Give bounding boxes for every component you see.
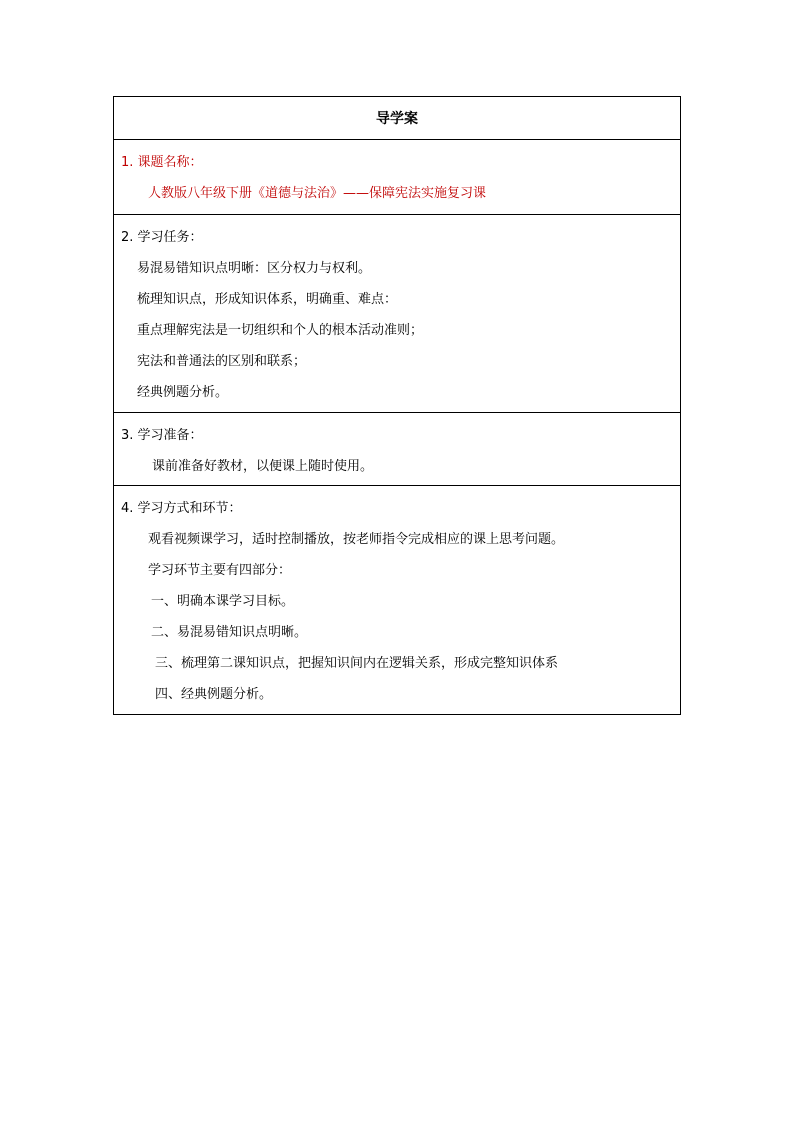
study-guide-table <box>113 96 681 715</box>
section-learning-method <box>114 485 680 714</box>
preparation-line: 课前准备好教材，以便课上随时使用。 <box>152 459 374 474</box>
method-line: 学习环节主要有四部分： <box>148 563 292 578</box>
section-heading: 2. 学习任务： <box>121 230 203 245</box>
section-heading: 1. 课题名称： <box>121 155 203 170</box>
step-item: 三、梳理第二课知识点，把握知识间内在逻辑关系，形成完整知识体系 <box>155 656 559 671</box>
section-heading: 3. 学习准备： <box>121 428 203 443</box>
section-topic-name <box>114 139 680 214</box>
task-line: 重点理解宪法是一切组织和个人的根本活动准则； <box>137 323 424 338</box>
step-item: 二、易混易错知识点明晰。 <box>151 625 308 640</box>
method-line: 观看视频课学习，适时控制播放，按老师指令完成相应的课上思考问题。 <box>148 532 565 547</box>
task-line: 经典例题分析。 <box>137 385 229 400</box>
task-line: 宪法和普通法的区别和联系； <box>137 354 307 369</box>
section-heading: 4. 学习方式和环节： <box>121 501 242 516</box>
topic-title: 人教版八年级下册《道德与法治》——保障宪法实施复习课 <box>148 186 487 201</box>
step-item: 一、明确本课学习目标。 <box>151 594 295 609</box>
task-line: 梳理知识点，形成知识体系，明确重、难点： <box>137 292 398 307</box>
task-line: 易混易错知识点明晰：区分权力与权利。 <box>137 261 372 276</box>
section-learning-preparation <box>114 412 680 485</box>
step-item: 四、经典例题分析。 <box>155 687 273 702</box>
section-learning-tasks <box>114 214 680 412</box>
document-title-text: 导学案 <box>376 111 418 127</box>
document-title <box>114 97 680 139</box>
